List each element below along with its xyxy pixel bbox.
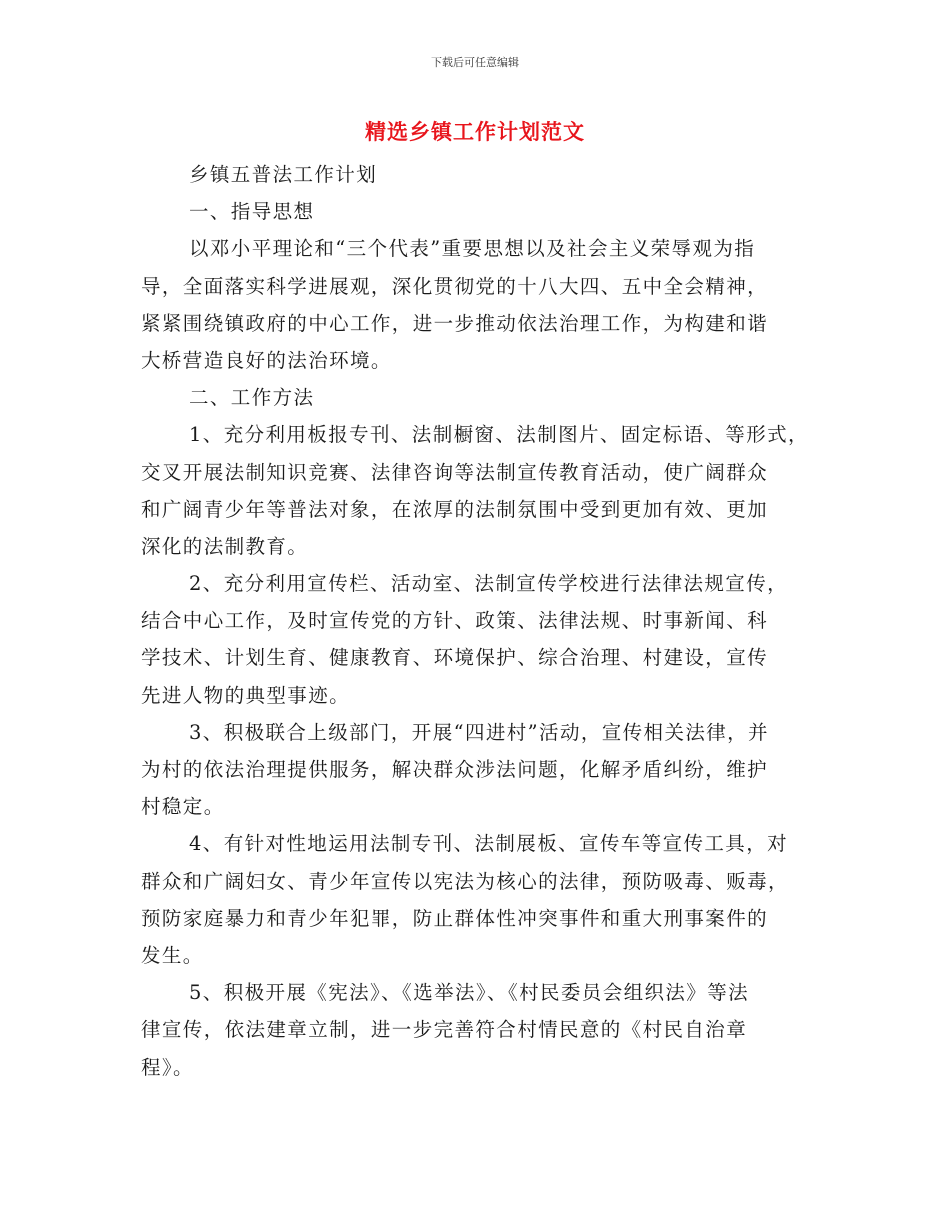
body-line: 紧紧围绕镇政府的中心工作，进一步推动依法治理工作，为构建和谐 (141, 311, 769, 335)
body-line: 先进人物的典型事迹。 (141, 683, 351, 707)
body-line: 为村的依法治理提供服务，解决群众涉法问题，化解矛盾纠纷，维护 (141, 758, 769, 781)
body-line: 预防家庭暴力和青少年犯罪，防止群体性冲突事件和重大刑事案件的 (141, 906, 769, 930)
body-line: 群众和广阔妇女、青少年宣传以宪法为核心的法律，预防吸毒、贩毒， (141, 869, 789, 893)
body-line: 5、积极开展《宪法》、《选举法》、《村民委员会组织法》等法 (189, 981, 750, 1005)
body-line: 学技术、计划生育、健康教育、环境保护、综合治理、村建设，宣传 (141, 646, 769, 670)
body-line: 结合中心工作，及时宣传党的方针、政策、法律法规、时事新闻、科 (141, 609, 769, 633)
body-line: 二、工作方法 (189, 386, 315, 410)
body-line: 4、有针对性地运用法制专刊、法制展板、宣传车等宣传工具，对 (189, 832, 789, 856)
body-line: 大桥营造良好的法治环境。 (141, 348, 392, 372)
body-line: 导，全面落实科学进展观，深化贯彻党的十八大四、五中全会精神， (141, 274, 769, 298)
body-line: 乡镇五普法工作计划 (189, 163, 378, 186)
body-line: 程》。 (141, 1055, 194, 1079)
document-title: 精选乡镇工作计划范文 (365, 120, 585, 144)
body-line: 村稳定。 (141, 795, 225, 819)
body-line: 3、积极联合上级部门，开展“四进村”活动，宣传相关法律，并 (189, 720, 769, 744)
body-line: 以邓小平理论和“三个代表”重要思想以及社会主义荣辱观为指 (189, 237, 756, 261)
body-line: 和广阔青少年等普法对象，在浓厚的法制氛围中受到更加有效、更加 (141, 497, 769, 521)
body-line: 发生。 (141, 943, 204, 967)
body-line: 深化的法制教育。 (141, 534, 309, 558)
body-line: 交叉开展法制知识竞赛、法律咨询等法制宣传教育活动，使广阔群众 (141, 460, 769, 484)
body-line: 1、充分利用板报专刊、法制橱窗、法制图片、固定标语、等形式， (189, 423, 809, 447)
body-line: 2、充分利用宣传栏、活动室、法制宣传学校进行法律法规宣传， (189, 572, 789, 596)
header-note: 下载后可任意编辑 (431, 56, 519, 69)
document-body (141, 156, 821, 1086)
body-line: 律宣传，依法建章立制，进一步完善符合村情民意的《村民自治章 (141, 1018, 748, 1042)
body-line: 一、指导思想 (189, 200, 315, 224)
